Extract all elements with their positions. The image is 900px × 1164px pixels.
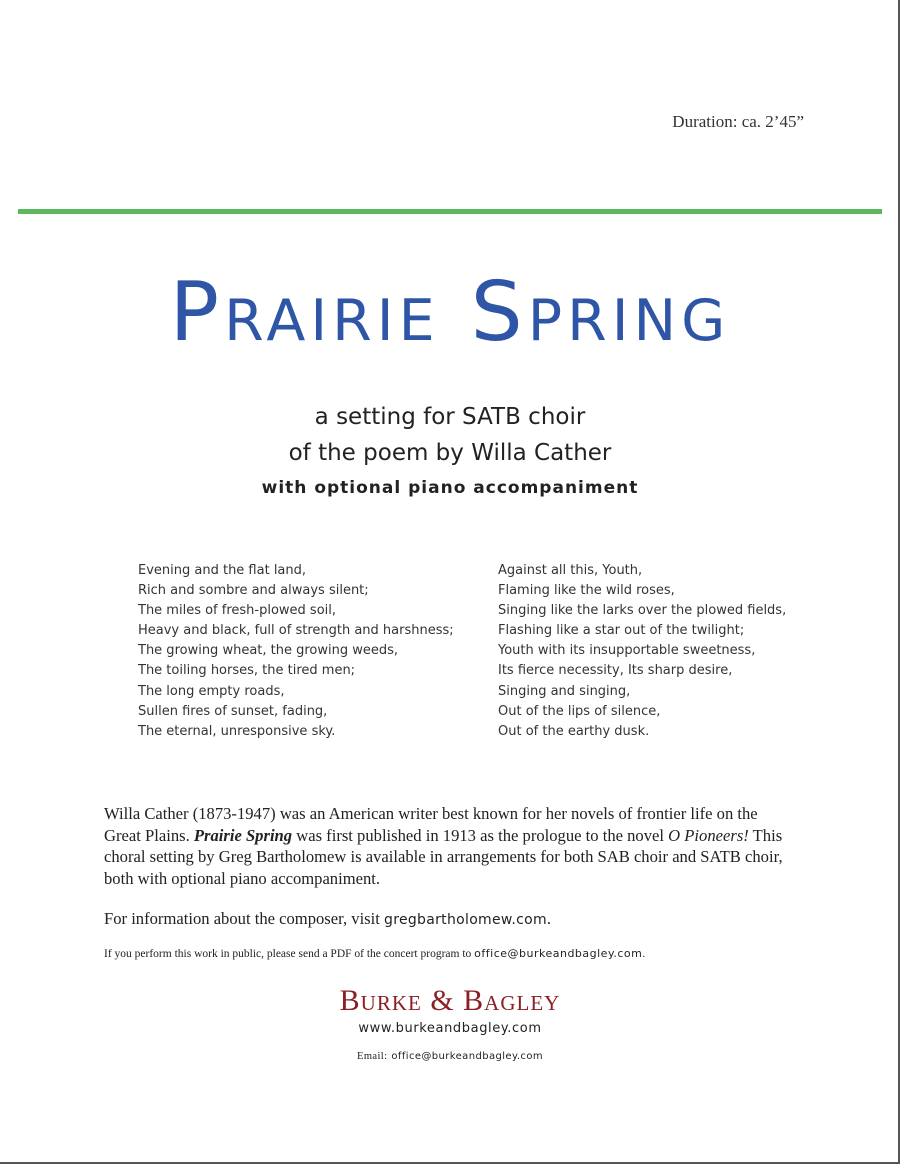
publisher-logo: Burke & Bagley [339,984,561,1017]
composer-info-end: . [546,909,552,928]
poem-line: The growing wheat, the growing weeds, [138,643,399,659]
bio-text: was first published in 1913 as the prologue to the novel [292,825,669,845]
publisher-website-link[interactable]: www.burkeandbagley.com [358,1021,542,1036]
performance-note-end: . [642,948,646,960]
green-divider [18,209,882,214]
poem-line: Youth with its insupportable sweetness, [498,643,756,659]
performance-note [104,947,645,960]
poem-line: Against all this, Youth, [498,563,643,578]
bio-text: Willa Cather (1873-1947) was an American writer best known for her novels of frontier life on the Great Plains. [104,804,758,845]
subtitle-line-3: with optional piano accompaniment [261,478,639,498]
poem-line: Rich and sombre and always silent; [138,583,369,599]
publisher-email [0,1051,900,1062]
poem-line: Sullen fires of sunset, fading, [138,703,328,719]
bio-novel-title: O Pioneers! [668,825,749,845]
page-title: Prairie Spring [169,265,731,360]
performance-note-text: If you perform this work in public, please send a PDF of the concert program to [104,948,475,960]
poem-line: The eternal, unresponsive sky. [138,723,336,739]
author-bio [104,803,794,889]
composer-info [104,909,551,929]
subtitle-line-1: a setting for SATB choir [314,404,586,430]
poem-line: Singing like the larks over the plowed fields, [498,603,787,619]
poem-line: Flashing like a star out of the twilight; [498,623,745,639]
subtitle-line-2: of the poem by Willa Cather [288,440,612,466]
poem-line: The toiling horses, the tired men; [138,663,356,679]
poem-line: Evening and the flat land, [138,563,307,578]
poem-line: Out of the earthy dusk. [498,723,650,739]
poem-line: Singing and singing, [498,683,631,699]
poem-line: Flaming like the wild roses, [498,583,675,599]
poem-stanza-right [498,561,786,742]
poem-line: Heavy and black, full of strength and harshness; [138,623,454,639]
poem-line: The long empty roads, [138,683,285,699]
email-label: Email: [357,1051,388,1062]
poem-line: The miles of fresh-plowed soil, [138,603,337,619]
composer-website-link[interactable]: gregbartholomew.com [384,912,547,928]
duration-label: Duration: ca. 2’45” [672,112,804,131]
bio-poem-title: Prairie Spring [193,825,293,845]
bio-text: This choral setting by Greg Bartholomew is available in arrangements for both SAB choir and SATB choir, both with optional piano accompaniment. [104,825,783,888]
poem-line: Out of the lips of silence, [498,703,661,719]
poem-stanza-left [138,561,454,742]
composer-info-text: For information about the composer, visit [104,909,385,928]
performance-email-link[interactable]: office@burkeandbagley.com [474,947,643,960]
poem-line: Its fierce necessity, Its sharp desire, [498,663,733,679]
publisher-email-link[interactable]: office@burkeandbagley.com [391,1051,543,1062]
